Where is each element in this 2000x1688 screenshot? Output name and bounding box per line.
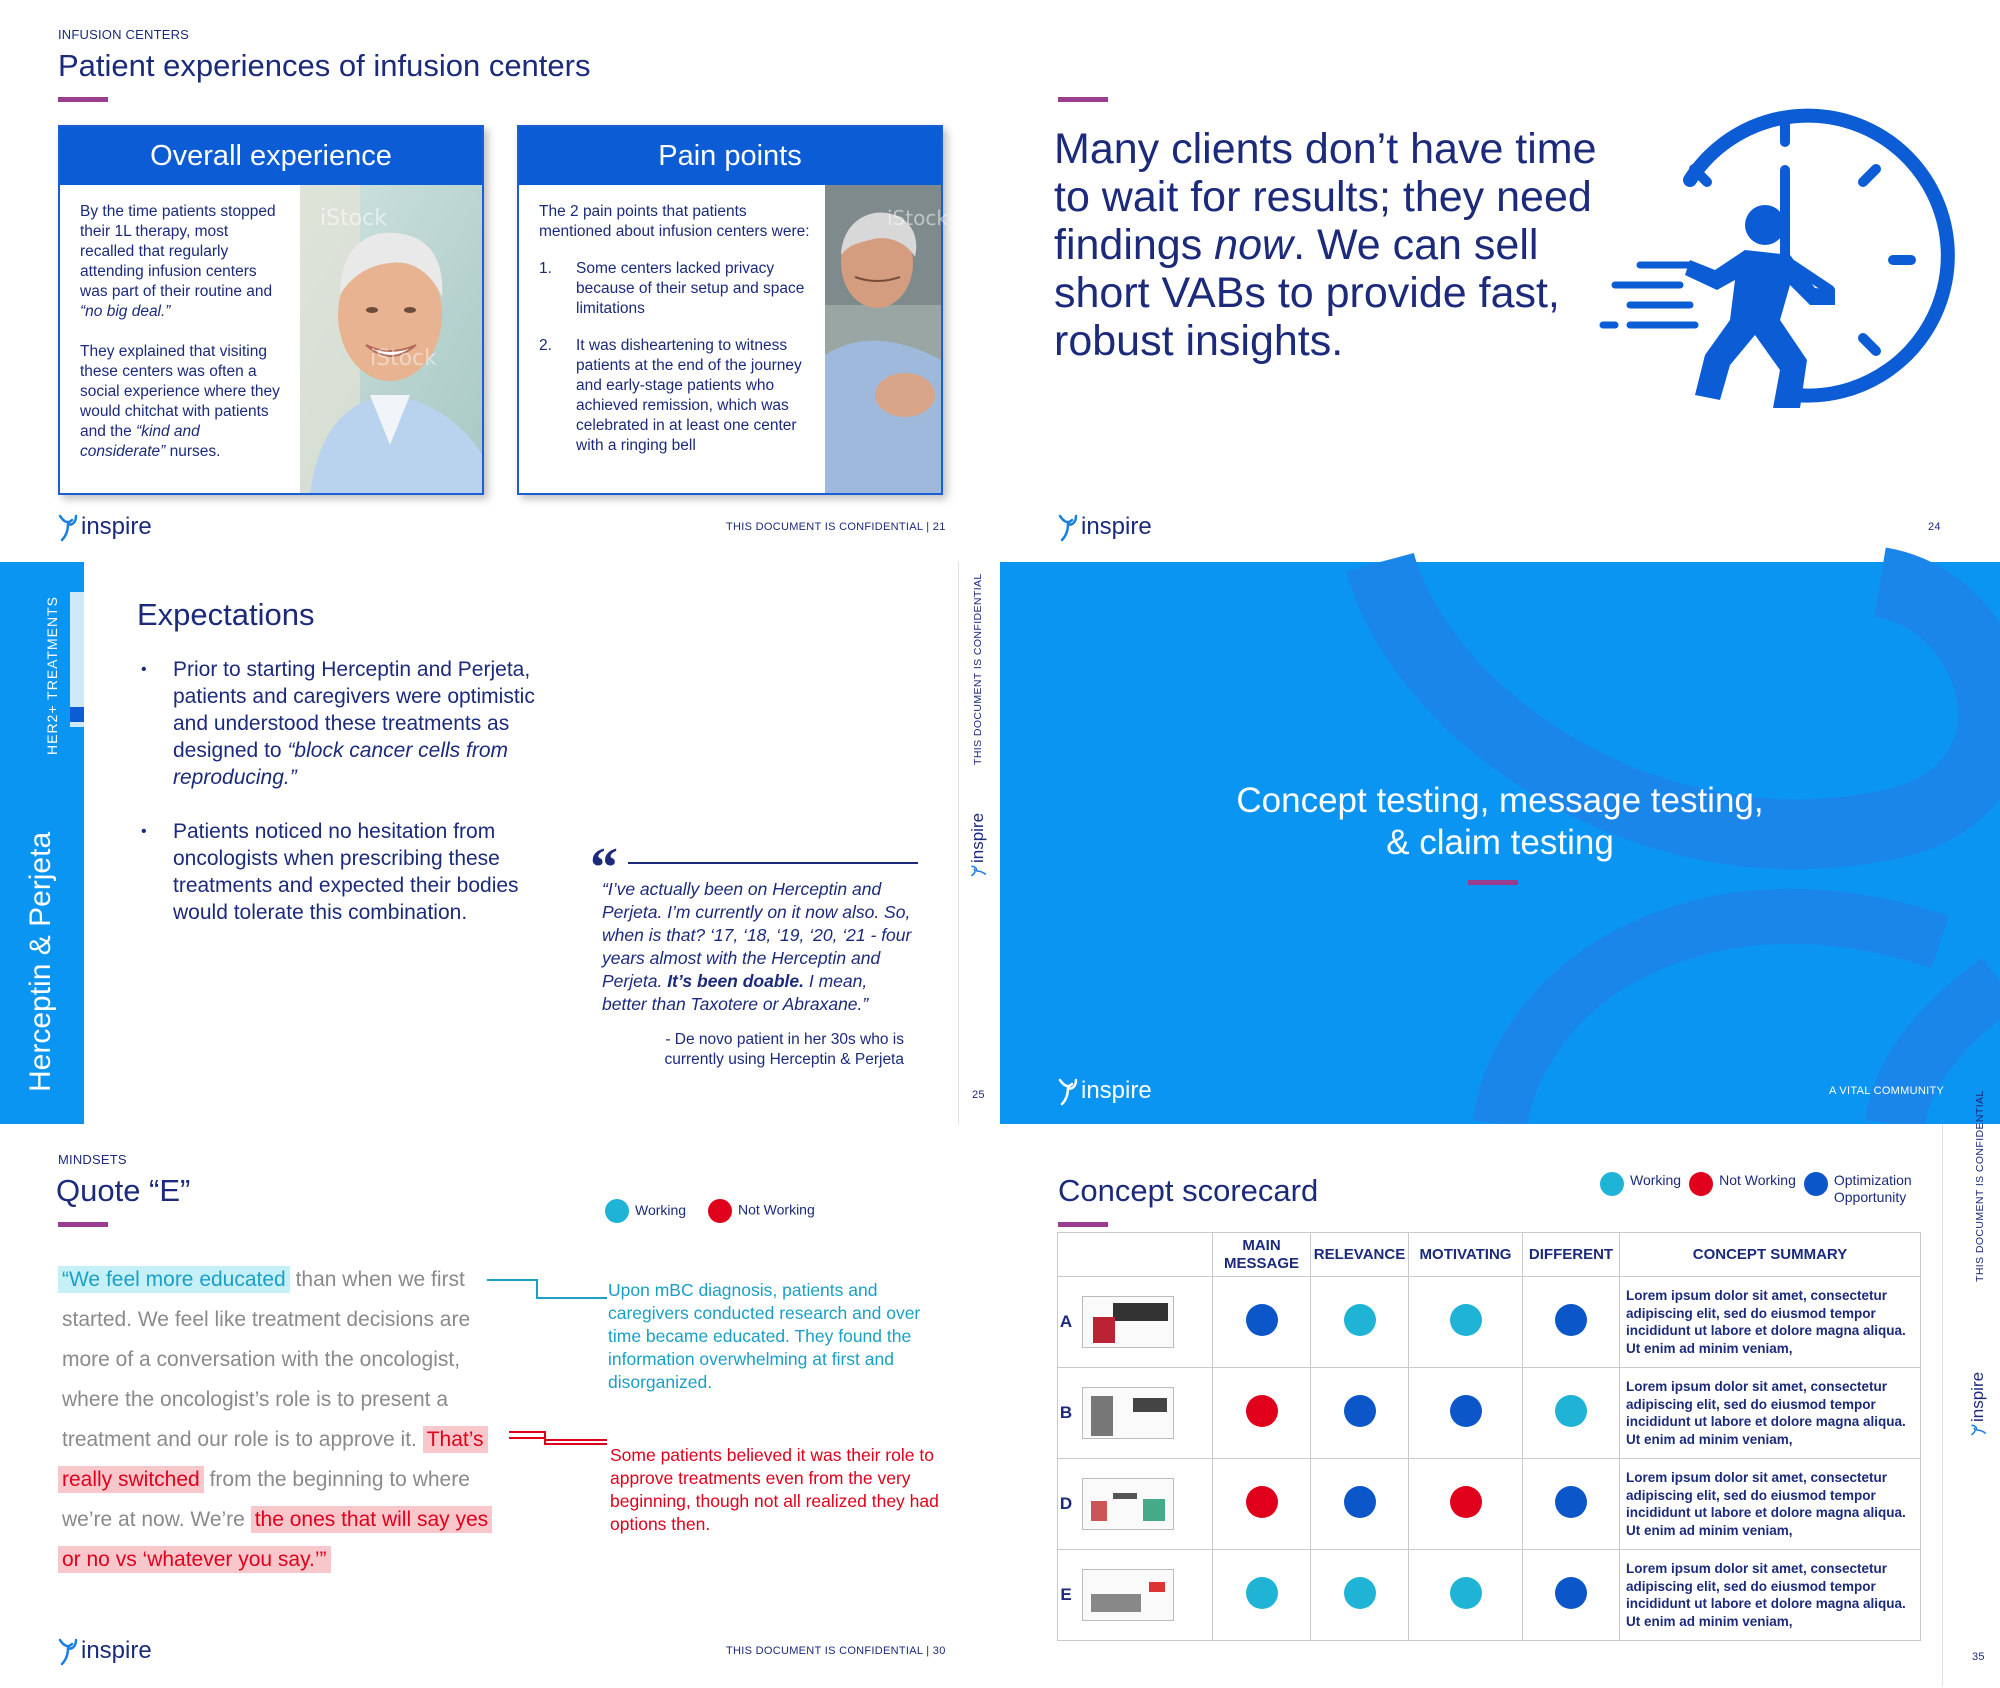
page-number: 25	[972, 1089, 985, 1101]
rating-dot-working	[1450, 1304, 1482, 1336]
not-working-dot	[708, 1199, 732, 1223]
title-accent	[1058, 97, 1108, 102]
header-motivating: MOTIVATING	[1409, 1233, 1523, 1277]
watermark: iStock	[320, 206, 387, 231]
headline: Many clients don’t have time to wait for results; they need findings now. We can sell short VABs to provide fast, robust insights.	[1054, 125, 1597, 365]
vertical-confidential: THIS DOCUMENT IS CONFIDENTIAL	[972, 573, 984, 765]
eyebrow: MINDSETS	[58, 1152, 127, 1167]
rating-dot-optimization	[1555, 1486, 1587, 1518]
not-working-note: Some patients believed it was their role to approve treatments even from the very beginning, though not all realized they had options then.	[610, 1445, 939, 1534]
divider	[1942, 1124, 1943, 1686]
eyebrow: INFUSION CENTERS	[58, 27, 190, 42]
inspire-logo-icon	[1058, 512, 1078, 542]
inspire-logo-icon	[1058, 1076, 1078, 1106]
concept-thumbnail	[1082, 1569, 1174, 1621]
rating-dot-working	[1450, 1577, 1482, 1609]
list-item: 2. It was disheartening to witness patients at the end of the journey and early-stage patients who achieved remission, which was celebrated in at least one center with a ringing bell	[539, 337, 802, 454]
concept-thumbnail	[1082, 1387, 1174, 1439]
rating-dot-working	[1344, 1304, 1376, 1336]
header-concept-summary: CONCEPT SUMMARY	[1620, 1233, 1921, 1277]
concept-thumbnail	[1082, 1478, 1174, 1530]
list-item: • Patients noticed no hesitation from oncologists when prescribing these treatments and expected their bodies would tolerate this combination.	[137, 818, 537, 926]
working-dot	[1600, 1172, 1624, 1196]
divider	[958, 562, 959, 1124]
quote-rule	[628, 862, 918, 864]
quote-line: where the oncologist’s role is to present a	[62, 1388, 448, 1411]
quote-line: started. We feel like treatment decisions are	[62, 1308, 471, 1331]
legend: Working Not Working	[605, 1199, 815, 1223]
pain-points-card	[517, 125, 948, 495]
slide-title: Quote “E”	[56, 1173, 191, 1208]
rating-dot-optimization	[1555, 1304, 1587, 1336]
table-header-row	[1058, 1233, 1921, 1277]
thinking-man-photo	[825, 185, 948, 493]
working-dot	[605, 1199, 629, 1223]
quote-line: really switched from the beginning to where	[58, 1460, 470, 1500]
quote-line: or no vs ‘whatever you say.’”	[58, 1540, 331, 1580]
sidebar-section: HER2+ TREATMENTS	[44, 595, 60, 755]
inspire-logo-icon	[1968, 1424, 1988, 1436]
rating-dot-optimization	[1344, 1486, 1376, 1518]
section-slide	[1000, 562, 2000, 1124]
page-number: 35	[1972, 1651, 1985, 1663]
card-heading: Pain points	[519, 127, 941, 185]
working-note: Upon mBC diagnosis, patients and caregivers conducted research and over time became educated. They found the information overwhelming at first and disorganized.	[608, 1280, 921, 1392]
inspire-logo: inspire	[1058, 1076, 1152, 1106]
section-title: Concept testing, message testing, & claim testing	[1236, 781, 1764, 862]
legend: Working Not Working Optimization Opportunity	[1600, 1172, 1924, 1206]
header-different: DIFFERENT	[1523, 1233, 1620, 1277]
rating-dot-working	[1344, 1577, 1376, 1609]
patient-quote: “I’ve actually been on Herceptin and Perjeta. I’m currently on it now also. So, when is that? ‘17, ‘18, ‘19, ‘20, ‘21 - four years almost with the Herceptin and Perjeta. It’s been doable. I mean, better than Taxotere or Abraxane.”	[602, 879, 912, 1014]
inspire-logo: inspire	[968, 813, 988, 877]
not-working-dot	[1689, 1172, 1713, 1196]
list-item: 1. Some centers lacked privacy because of their setup and space limitations	[539, 260, 805, 317]
quote-line: “We feel more educated than when we first	[58, 1260, 465, 1300]
bullet-list	[137, 656, 537, 926]
sidebar-tab-active	[70, 707, 84, 722]
scorecard-table	[1057, 1232, 1921, 1641]
watermark: iStock	[887, 206, 948, 230]
card-heading: Overall experience	[60, 127, 482, 185]
title-accent	[1468, 880, 1518, 885]
quote-mark: “	[590, 837, 618, 899]
rating-dot-optimization	[1450, 1395, 1482, 1427]
inspire-logo-icon	[58, 512, 78, 542]
rating-dot-working	[1246, 1577, 1278, 1609]
quote-attribution: - De novo patient in her 30s who is currently using Herceptin & Perjeta	[664, 1031, 904, 1068]
header-main-message: MAIN MESSAGE	[1213, 1233, 1311, 1277]
inspire-logo-icon	[58, 1636, 78, 1666]
inspire-logo-icon	[968, 865, 988, 877]
rating-dot-optimization	[1246, 1304, 1278, 1336]
confidential-footer: THIS DOCUMENT IS CONFIDENTIAL | 30	[726, 1645, 946, 1657]
running-clock-icon	[1595, 110, 1955, 410]
callout-connectors	[485, 1264, 610, 1444]
rating-dot-working	[1555, 1395, 1587, 1427]
quote-line: we’re at now. We’re the ones that will say yes	[62, 1500, 492, 1540]
slide-30	[0, 1124, 1000, 1686]
inspire-logo: inspire	[58, 1636, 152, 1666]
table-row: A Lorem ipsum dolor sit amet, consectetur adipiscing elit, sed do eiusmod tempor incididunt ut labore et dolore magna aliqua. Ut enim ad minim veniam,	[1058, 1277, 1921, 1368]
rating-dot-not-working	[1246, 1486, 1278, 1518]
rating-dot-not-working	[1450, 1486, 1482, 1518]
rating-dot-optimization	[1344, 1395, 1376, 1427]
slide-title: Patient experiences of infusion centers	[58, 48, 591, 83]
sidebar-title: Herceptin & Perjeta	[24, 831, 57, 1092]
slide-24	[1000, 0, 2000, 562]
overall-experience-card	[58, 125, 484, 495]
concept-summary: Lorem ipsum dolor sit amet, consectetur adipiscing elit, sed do eiusmod tempor incididunt ut labore et dolore magna aliqua. Ut enim ad minim veniam,	[1620, 1277, 1921, 1368]
list-item: • Prior to starting Herceptin and Perjeta, patients and caregivers were optimistic and understood these treatments as designed to “block cancer cells from reproducing.”	[137, 656, 537, 791]
concept-summary: Lorem ipsum dolor sit amet, consectetur adipiscing elit, sed do eiusmod tempor incididunt ut labore et dolore magna aliqua. Ut enim ad minim veniam,	[1620, 1550, 1921, 1641]
concept-thumbnail	[1082, 1296, 1174, 1348]
rating-dot-not-working	[1246, 1395, 1278, 1427]
title-accent	[58, 1222, 108, 1227]
table-row: E Lorem ipsum dolor sit amet, consectetur adipiscing elit, sed do eiusmod tempor incididunt ut labore et dolore magna aliqua. Ut enim ad minim veniam,	[1058, 1550, 1921, 1641]
slide-title: Expectations	[137, 597, 315, 632]
slide-21	[0, 0, 1000, 562]
table-row: D Lorem ipsum dolor sit amet, consectetur adipiscing elit, sed do eiusmod tempor incididunt ut labore et dolore magna aliqua. Ut enim ad minim veniam,	[1058, 1459, 1921, 1550]
confidential-footer: THIS DOCUMENT IS CONFIDENTIAL | 21	[726, 521, 946, 533]
title-accent	[58, 97, 108, 102]
table-row: B Lorem ipsum dolor sit amet, consectetur adipiscing elit, sed do eiusmod tempor incididunt ut labore et dolore magna aliqua. Ut enim ad minim veniam,	[1058, 1368, 1921, 1459]
concept-summary: Lorem ipsum dolor sit amet, consectetur adipiscing elit, sed do eiusmod tempor incididunt ut labore et dolore magna aliqua. Ut enim ad minim veniam,	[1620, 1368, 1921, 1459]
slide-title: Concept scorecard	[1058, 1173, 1319, 1208]
inspire-logo: inspire	[1968, 1372, 1988, 1436]
community-footer: A VITAL COMMUNITY	[1829, 1085, 1945, 1097]
inspire-logo: inspire	[1058, 512, 1152, 542]
page-number: 24	[1928, 521, 1941, 533]
concept-summary: Lorem ipsum dolor sit amet, consectetur adipiscing elit, sed do eiusmod tempor incididunt ut labore et dolore magna aliqua. Ut enim ad minim veniam,	[1620, 1459, 1921, 1550]
inspire-logo: inspire	[58, 512, 152, 542]
card-body: By the time patients stopped their 1L therapy, most recalled that regularly attending infusion centers was part of their routine and “no big deal.” They explained that visiting these centers was often a social experience where they would chitchat with patients and the “kind and considerate” nurses.	[80, 203, 280, 460]
optimization-dot	[1804, 1172, 1828, 1196]
quote-line: treatment and our role is to approve it. That’s	[62, 1420, 488, 1460]
title-accent	[1058, 1222, 1108, 1227]
rating-dot-optimization	[1555, 1577, 1587, 1609]
quote-line: more of a conversation with the oncologist,	[62, 1348, 461, 1371]
card-body: The 2 pain points that patients mentioned about infusion centers were: 1. Some centers lacked privacy because of their setup and space limitations 2. It was disheartening to witness patients at the end of the journey and early-stage patients who achieved remission, which was celebrated in at least one center with a ringing bell	[539, 202, 821, 456]
senior-man-photo	[300, 185, 482, 493]
header-relevance: RELEVANCE	[1311, 1233, 1409, 1277]
svg-text:iStock: iStock	[370, 346, 437, 371]
vertical-confidential: THIS DOCUMENT IS CONFIDENTIAL	[1974, 1090, 1986, 1282]
slide-25	[0, 562, 1000, 1124]
